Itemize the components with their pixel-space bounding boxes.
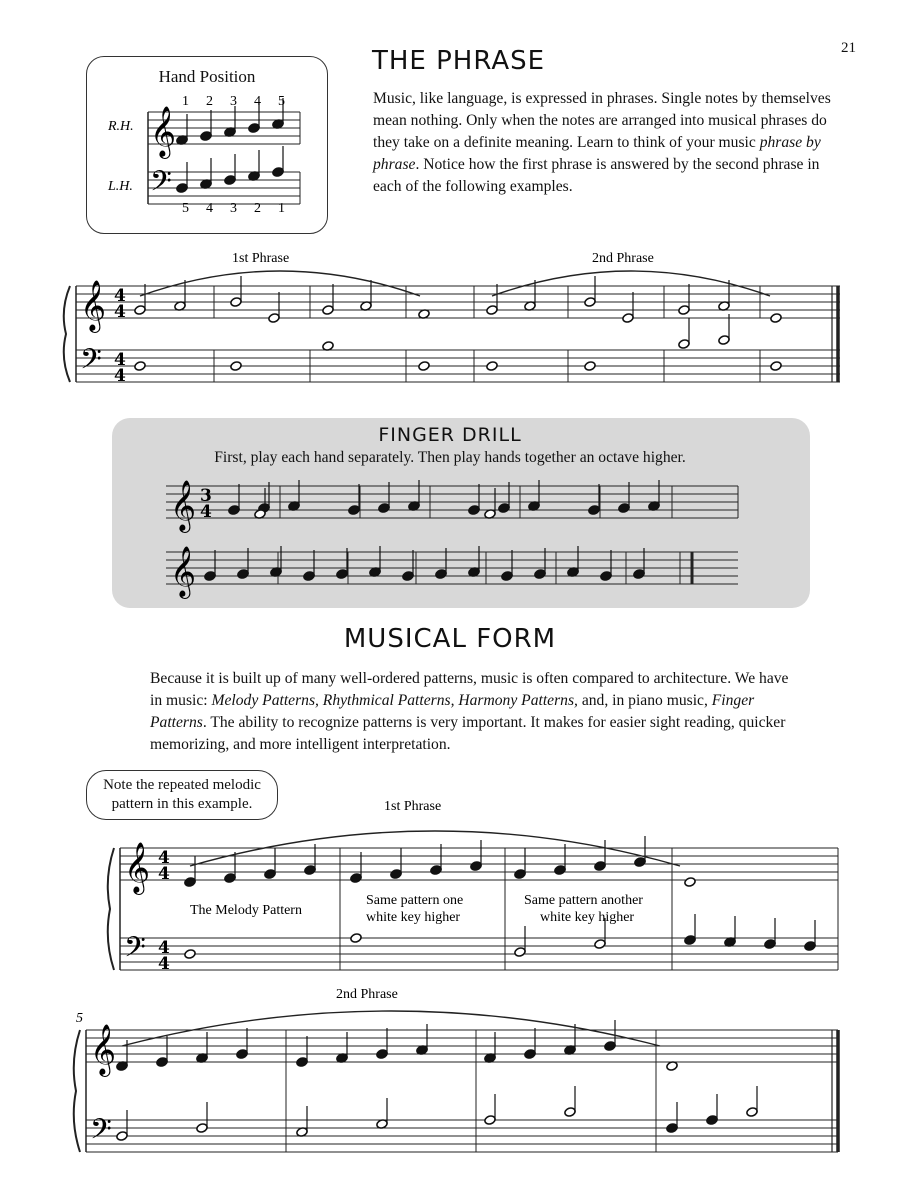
form-melody-note xyxy=(594,861,606,872)
time-signature: 4 xyxy=(114,366,126,386)
lh-label: L.H. xyxy=(108,179,133,194)
drill-note xyxy=(228,505,240,516)
time-signature: 4 xyxy=(200,502,212,522)
hand-rh-note xyxy=(200,131,212,142)
lh-finger-4: 4 xyxy=(206,201,213,216)
form-bass-note xyxy=(196,1123,208,1134)
bass-clef: 𝄢 xyxy=(124,931,146,971)
form-melody-note xyxy=(184,877,196,888)
hand-lh-fingers xyxy=(182,201,285,216)
phrase-heading: THE PHRASE xyxy=(372,46,546,76)
bass-clef: 𝄢 xyxy=(90,1113,112,1153)
time-signature: 4 xyxy=(114,350,126,370)
form-melody-note xyxy=(296,1057,308,1068)
form-melody-note xyxy=(390,869,402,880)
time-signature: 4 xyxy=(114,302,126,322)
musical-form-heading: MUSICAL FORM xyxy=(343,624,557,654)
phrase-melody-note xyxy=(134,305,146,316)
phrase-bass-note xyxy=(718,335,730,346)
same-pattern-1-line2: white key higher xyxy=(366,910,461,925)
phrase-bass-note xyxy=(134,361,146,372)
form-bass-note xyxy=(116,1131,128,1142)
phrase-melody-note xyxy=(678,305,690,316)
drill-note xyxy=(498,503,510,514)
drill-note xyxy=(402,571,414,582)
finger-drill-instruction: First, play each hand separately. Then play hands together an octave higher. xyxy=(214,449,686,466)
form-bass-note xyxy=(484,1115,496,1126)
phrase2-label: 2nd Phrase xyxy=(592,251,654,266)
drill-note xyxy=(600,571,612,582)
treble-clef: 𝄞 xyxy=(80,280,107,331)
time-signature: 3 xyxy=(200,486,212,506)
drill-note xyxy=(348,505,360,516)
musical-form-paragraph: Because it is built up of many well-ordered patterns, music is often compared to architecture. We have in music: Melody Patterns, Rhythmical Patterns, Harmony Patterns, and, in piano music, Finger Patterns. The ability to recognize patterns is very important. It makes for easier sight reading, quicker memorizing, and more intelligent interpretation. xyxy=(150,670,789,753)
form-melody-note xyxy=(430,865,442,876)
lh-finger-1: 1 xyxy=(278,201,285,216)
phrase-melody-note xyxy=(230,297,242,308)
hand-rh-note xyxy=(248,123,260,134)
same-pattern-2-line1: Same pattern another xyxy=(524,893,643,908)
hand-position-title: Hand Position xyxy=(158,67,256,86)
form-melody-note xyxy=(554,865,566,876)
hand-lh-note xyxy=(224,175,236,186)
time-signature: 4 xyxy=(158,954,170,974)
form-melody-note xyxy=(236,1049,248,1060)
drill-note xyxy=(336,569,348,580)
bass-clef: 𝄢 xyxy=(150,165,172,205)
phrase1-label: 1st Phrase xyxy=(232,251,290,266)
rh-label: R.H. xyxy=(108,119,134,134)
rh-finger-1: 1 xyxy=(182,94,189,109)
lh-finger-2: 2 xyxy=(254,201,261,216)
form-bass-note xyxy=(684,935,696,946)
rh-finger-3: 3 xyxy=(230,94,237,109)
form-melody-note xyxy=(604,1041,616,1052)
drill-note xyxy=(204,571,216,582)
note-callout: Note the repeated melodic pattern in this example. xyxy=(86,770,278,820)
form-bass-note xyxy=(350,933,362,944)
hand-rh-fingers xyxy=(182,94,285,109)
phrase-bass-note xyxy=(486,361,498,372)
time-signature: 4 xyxy=(158,848,170,868)
form-melody-note xyxy=(224,873,236,884)
phrase-melody-note xyxy=(322,305,334,316)
phrase-slur xyxy=(492,271,770,296)
form-bass-note xyxy=(564,1107,576,1118)
phrase-bass-note xyxy=(584,361,596,372)
phrase-bass-note xyxy=(230,361,242,372)
phrase-melody-note xyxy=(622,313,634,324)
rh-finger-2: 2 xyxy=(206,94,213,109)
phrase-melody-note xyxy=(584,297,596,308)
drill-note xyxy=(303,571,315,582)
form-bass-note xyxy=(184,949,196,960)
form-phrase1-label: 1st Phrase xyxy=(384,799,442,814)
treble-clef: 𝄞 xyxy=(90,1024,117,1075)
phrase-slur xyxy=(140,271,420,296)
form-bass-note xyxy=(804,941,816,952)
phrase-bass-note xyxy=(418,361,430,372)
form-melody-note xyxy=(264,869,276,880)
drill-note xyxy=(435,569,447,580)
treble-clef: 𝄞 xyxy=(150,106,177,157)
brace xyxy=(64,286,70,382)
form-bass-note xyxy=(514,947,526,958)
drill-note xyxy=(468,505,480,516)
measure-number: 5 xyxy=(76,1011,83,1026)
drill-note xyxy=(618,503,630,514)
page-number: 21 xyxy=(841,40,856,56)
form-melody-note xyxy=(634,857,646,868)
form-melody-note xyxy=(156,1057,168,1068)
phrase-melody-note xyxy=(770,313,782,324)
lh-finger-5: 5 xyxy=(182,201,189,216)
hand-lh-note xyxy=(272,167,284,178)
melody-pattern-label: The Melody Pattern xyxy=(190,903,302,918)
time-signature: 4 xyxy=(114,286,126,306)
phrase-bass-note xyxy=(770,361,782,372)
form-melody-note xyxy=(470,861,482,872)
phrase-paragraph: Music, like language, is expressed in phrases. Single notes by themselves mean nothing. Only when the notes are arranged into musical phrases do they take on a definite meaning. Learn to think of your music phrase by phrase. Notice how the first phrase is answered by the second phrase in each of the following examples. xyxy=(373,90,831,195)
form-melody-note xyxy=(514,869,526,880)
notation-layer xyxy=(64,98,840,1153)
drill-note xyxy=(588,505,600,516)
form-bass-note xyxy=(706,1115,718,1126)
drill-note xyxy=(633,569,645,580)
bass-clef: 𝄢 xyxy=(80,343,102,383)
treble-clef: 𝄞 xyxy=(170,546,197,597)
brace xyxy=(74,1030,80,1152)
drill-note xyxy=(378,503,390,514)
rh-finger-4: 4 xyxy=(254,94,261,109)
same-pattern-2-line2: white key higher xyxy=(540,910,635,925)
time-signature: 4 xyxy=(158,864,170,884)
time-signature: 4 xyxy=(158,938,170,958)
rh-finger-5: 5 xyxy=(278,94,285,109)
form-melody-note xyxy=(304,865,316,876)
form-bass-note xyxy=(594,939,606,950)
treble-clef: 𝄞 xyxy=(124,842,151,893)
form-bass-note xyxy=(746,1107,758,1118)
finger-drill-heading: FINGER DRILL xyxy=(378,424,522,446)
phrase-bass-note xyxy=(678,339,690,350)
same-pattern-1-line1: Same pattern one xyxy=(366,893,464,908)
form-bass-note xyxy=(764,939,776,950)
form-melody-note xyxy=(524,1049,536,1060)
lh-finger-3: 3 xyxy=(230,201,237,216)
drill-note xyxy=(534,569,546,580)
phrase-melody-note xyxy=(486,305,498,316)
drill-note xyxy=(237,569,249,580)
treble-clef: 𝄞 xyxy=(170,480,197,531)
form-melody-note xyxy=(376,1049,388,1060)
form-melody-note xyxy=(350,873,362,884)
form-bass-note xyxy=(666,1123,678,1134)
form-melody-note xyxy=(684,877,696,888)
form-phrase2-label: 2nd Phrase xyxy=(336,987,398,1002)
hand-lh-note xyxy=(176,183,188,194)
phrase-melody-note xyxy=(268,313,280,324)
drill-note xyxy=(501,571,513,582)
phrase-slur xyxy=(122,1011,660,1046)
brace xyxy=(108,848,114,970)
